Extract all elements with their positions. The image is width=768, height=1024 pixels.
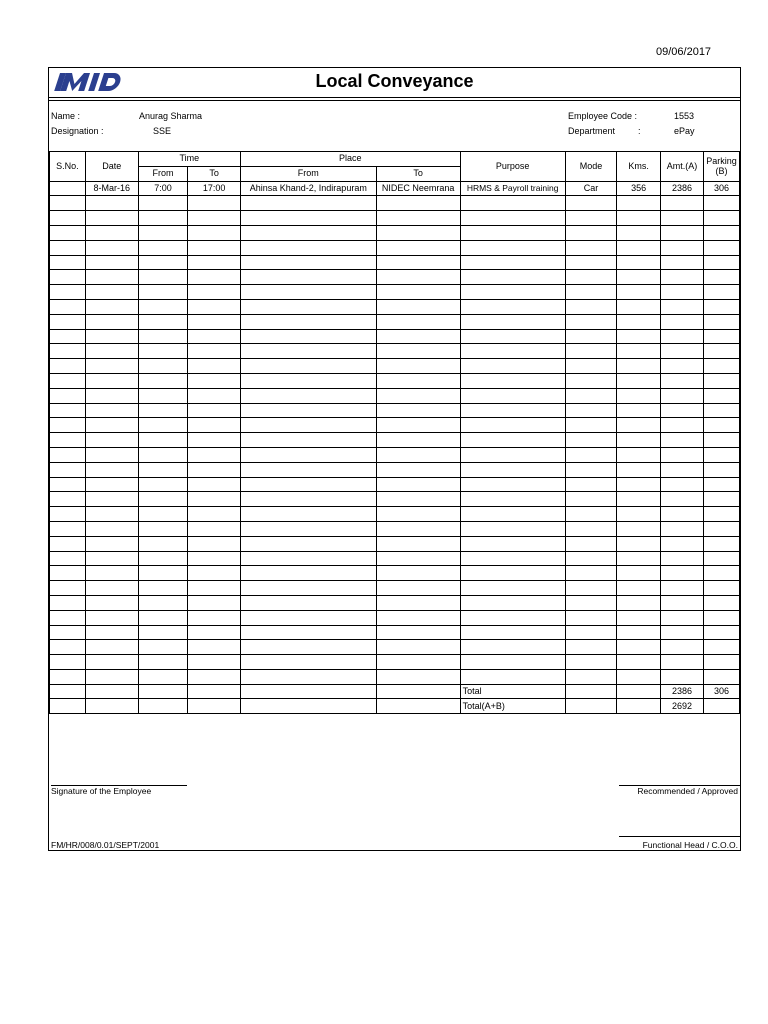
header-time-to: To [188, 166, 241, 181]
row-amt: 2386 [661, 181, 704, 196]
row-sno [50, 181, 86, 196]
employee-name: Anurag Sharma [139, 111, 203, 121]
table-row [50, 492, 740, 507]
conveyance-table [49, 151, 740, 714]
total-row [50, 684, 740, 699]
table-row [50, 270, 740, 285]
grand-total-amt: 2692 [661, 699, 704, 714]
header-parking: Parking (B) [703, 152, 739, 182]
header-mode: Mode [565, 152, 617, 182]
table-row [50, 536, 740, 551]
table-row [50, 462, 740, 477]
grand-total-label: Total(A+B) [460, 699, 565, 714]
employee-code: 1553 [674, 111, 695, 121]
conveyance-form [48, 67, 741, 851]
document-date: 09/06/2017 [656, 46, 712, 58]
table-row [50, 433, 740, 448]
table-row [50, 314, 740, 329]
header-kms: Kms. [617, 152, 661, 182]
total-amt: 2386 [661, 684, 704, 699]
table-row [50, 299, 740, 314]
row-parking: 306 [703, 181, 739, 196]
table-row [50, 329, 740, 344]
table-row [50, 625, 740, 640]
row-time-to: 17:00 [188, 181, 241, 196]
table-row [50, 507, 740, 522]
table-row [50, 418, 740, 433]
table-row [50, 447, 740, 462]
table-row [50, 181, 740, 196]
row-date: 8-Mar-16 [85, 181, 138, 196]
header-amt: Amt.(A) [661, 152, 704, 182]
header-sno: S.No. [50, 152, 86, 182]
employee-department: ePay [674, 126, 695, 136]
employee-signature-label: Signature of the Employee [51, 786, 152, 796]
department-colon: : [638, 126, 641, 136]
employee-designation: SSE [153, 126, 172, 136]
total-label: Total [460, 684, 565, 699]
recommended-approved-label: Recommended / Approved [637, 786, 738, 796]
table-row [50, 211, 740, 226]
row-mode: Car [565, 181, 617, 196]
table-row [50, 359, 740, 374]
header-time: Time [138, 152, 240, 167]
header-time-from: From [138, 166, 188, 181]
functional-head-label: Functional Head / C.O.O. [642, 840, 738, 850]
row-purpose: HRMS & Payroll training [460, 181, 565, 196]
table-row [50, 344, 740, 359]
table-row [50, 196, 740, 211]
designation-label: Designation : [51, 126, 104, 136]
table-row [50, 655, 740, 670]
table-row [50, 403, 740, 418]
table-row [50, 240, 740, 255]
header-purpose: Purpose [460, 152, 565, 182]
table-row [50, 285, 740, 300]
name-label: Name : [51, 111, 81, 121]
table-row [50, 595, 740, 610]
header-place: Place [240, 152, 460, 167]
row-place-to: NIDEC Neemrana [376, 181, 460, 196]
head-signature-line [619, 836, 740, 837]
form-title: Local Conveyance [315, 71, 474, 91]
department-label: Department [568, 126, 616, 136]
table-row [50, 610, 740, 625]
table-row [50, 640, 740, 655]
row-kms: 356 [617, 181, 661, 196]
row-time-from: 7:00 [138, 181, 188, 196]
grand-total-row [50, 699, 740, 714]
table-row [50, 225, 740, 240]
row-place-from: Ahinsa Khand-2, Indirapuram [240, 181, 376, 196]
table-row [50, 551, 740, 566]
table-row [50, 669, 740, 684]
employee-code-label: Employee Code : [568, 111, 638, 121]
title-row [49, 68, 740, 98]
form-code: FM/HR/008/0.01/SEPT/2001 [51, 840, 160, 850]
table-row [50, 566, 740, 581]
table-row [50, 373, 740, 388]
header-place-from: From [240, 166, 376, 181]
total-parking: 306 [703, 684, 739, 699]
table-row [50, 477, 740, 492]
header-place-to: To [376, 166, 460, 181]
table-row [50, 388, 740, 403]
table-row [50, 255, 740, 270]
table-row [50, 521, 740, 536]
header-date: Date [85, 152, 138, 182]
table-row [50, 581, 740, 596]
